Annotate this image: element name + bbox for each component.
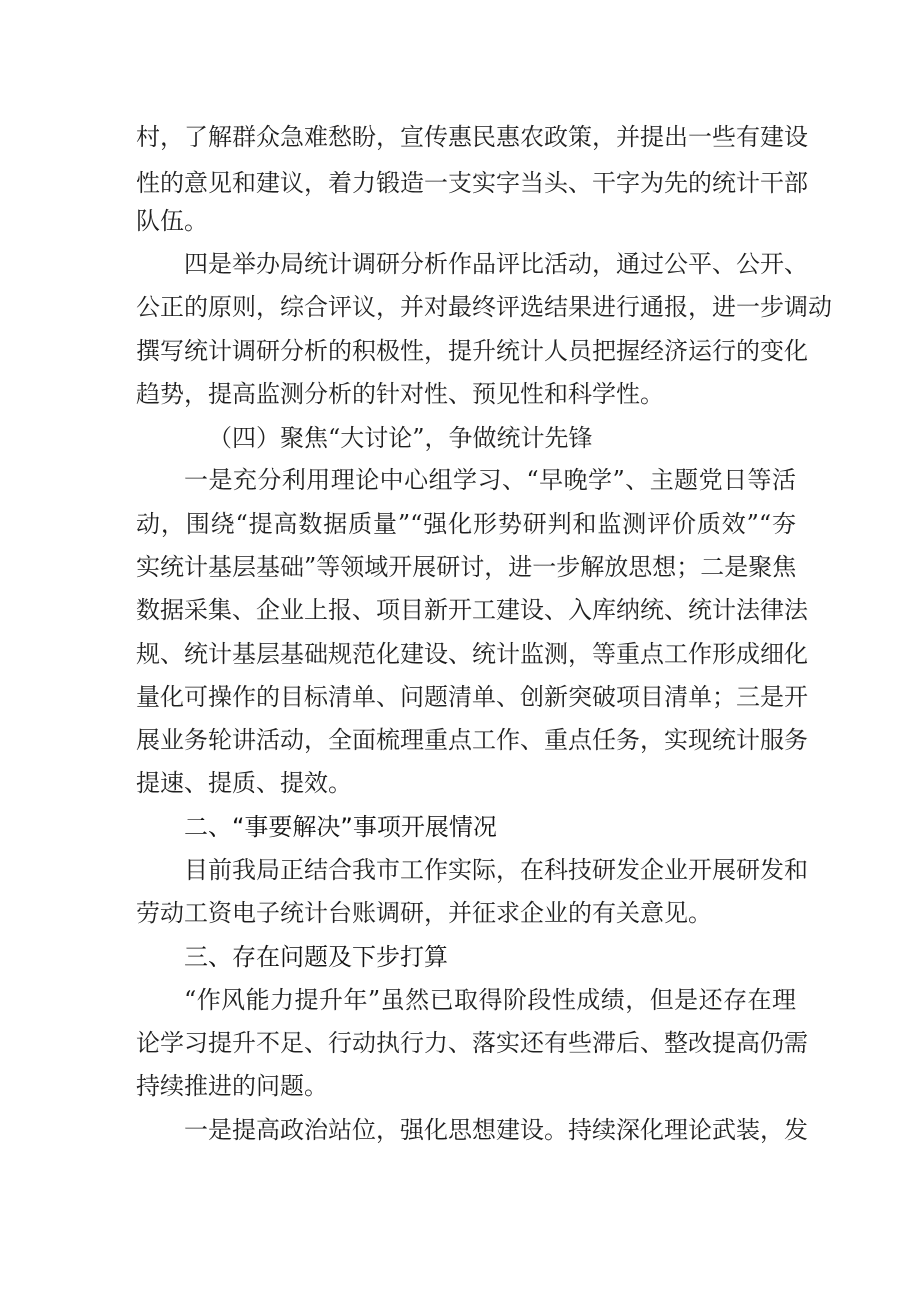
- paragraph-line: 数据采集、企业上报、项目新开工建设、入库纳统、统计法律法: [136, 596, 808, 624]
- section-subheading: （四）聚焦“大讨论”，争做统计先锋: [208, 424, 593, 452]
- paragraph-line: 一是充分利用理论中心组学习、“早晚学”、主题党日等活: [184, 466, 796, 494]
- paragraph-line: 论学习提升不足、行动执行力、落实还有些滞后、整改提高仍需: [136, 1029, 808, 1057]
- paragraph-line: 实统计基层基础”等领域开展研讨，进一步解放思想；二是聚焦: [136, 553, 797, 581]
- section-heading: 三、存在问题及下步打算: [184, 943, 448, 971]
- section-heading: 二、“事要解决”事项开展情况: [184, 813, 497, 841]
- paragraph-line: 村，了解群众急难愁盼，宣传惠民惠农政策，并提出一些有建设: [136, 123, 808, 151]
- paragraph-line: 撰写统计调研分析的积极性，提升统计人员把握经济运行的变化: [136, 337, 808, 365]
- paragraph-line: “作风能力提升年”虽然已取得阶段性成绩，但是还存在理: [184, 986, 796, 1014]
- paragraph-line: 四是举办局统计调研分析作品评比活动，通过公平、公开、: [184, 250, 808, 278]
- paragraph-line: 动，围绕“提高数据质量”“强化形势研判和监测评价质效”“夯: [136, 510, 796, 538]
- paragraph-line: 趋势，提高监测分析的针对性、预见性和科学性。: [136, 380, 664, 408]
- paragraph-line: 量化可操作的目标清单、问题清单、创新突破项目清单；三是开: [136, 683, 808, 711]
- paragraph-line: 持续推进的问题。: [136, 1072, 328, 1100]
- paragraph-line: 提速、提质、提效。: [136, 769, 352, 797]
- paragraph-line: 性的意见和建议，着力锻造一支实字当头、干字为先的统计干部: [136, 169, 808, 197]
- paragraph-line: 规、统计基层基础规范化建设、统计监测，等重点工作形成细化: [136, 640, 808, 668]
- paragraph-line: 公正的原则，综合评议，并对最终评选结果进行通报，进一步调动: [136, 293, 832, 321]
- paragraph-line: 展业务轮讲活动，全面梳理重点工作、重点任务，实现统计服务: [136, 726, 808, 754]
- paragraph-line: 目前我局正结合我市工作实际，在科技研发企业开展研发和: [184, 856, 808, 884]
- paragraph-line: 劳动工资电子统计台账调研，并征求企业的有关意见。: [136, 899, 712, 927]
- paragraph-line: 一是提高政治站位，强化思想建设。持续深化理论武装，发: [184, 1116, 808, 1144]
- paragraph-line: 队伍。: [136, 207, 208, 235]
